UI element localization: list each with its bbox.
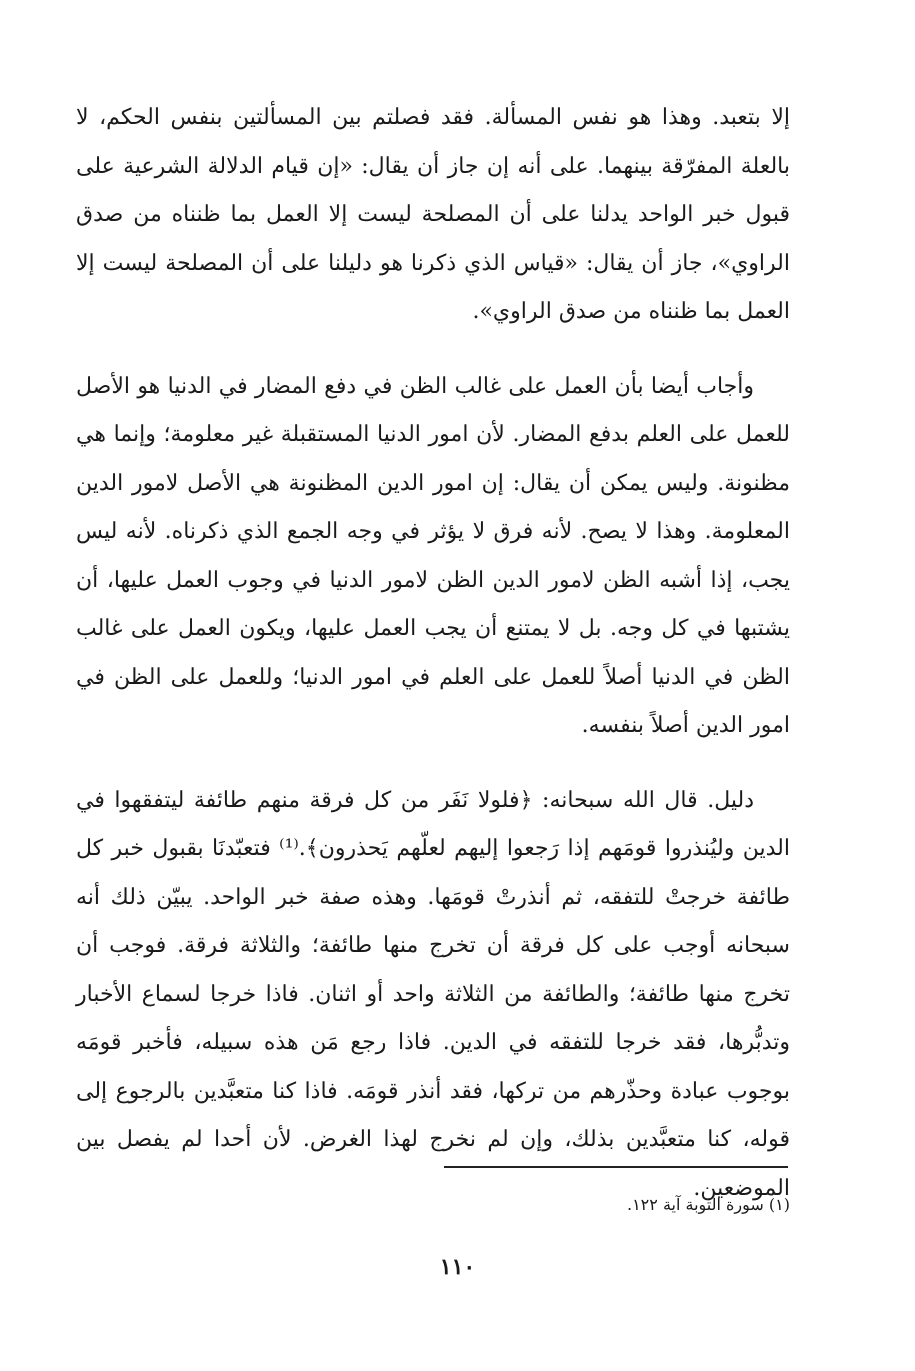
- paragraph-1: إلا بتعبد. وهذا هو نفس المسألة. فقد فصلتم بين المسألتين بنفس الحكم، لا بالعلة المفرّقة بينهما. على أنه إن جاز أن يقال: «إن قيام الدلالة الشرعية على قبول خبر الواحد يدلنا على أن المصلحة ليست إلا العمل بما ظنناه من صدق الراوي»، جاز أن يقال: «قياس الذي ذكرنا هو دليلنا على أن المصلحة ليست إلا العمل بما ظنناه من صدق الراوي».: [76, 105, 790, 324]
- paragraph-gap: [76, 751, 790, 777]
- paragraph-gap: [76, 337, 790, 363]
- paragraph-2: وأجاب أيضا بأن العمل على غالب الظن في دفع المضار في الدنيا هو الأصل للعمل على العلم بدفع المضار. لأن امور الدنيا المستقبلة غير معلومة؛ وإنما هي مظنونة. وليس يمكن أن يقال: إن امور الدين المظنونة هي الأصل لامور الدين المعلومة. وهذا لا يصح. لأنه فرق لا يؤثر في وجه الجمع الذي ذكرناه. لأنه ليس يجب، إذا أشبه الظن لامور الدين الظن لامور الدنيا في وجوب العمل عليها، أن يشتبها في كل وجه. بل لا يمتنع أن يجب العمل عليها، ويكون العمل على غالب الظن في الدنيا أصلاً للعمل على العلم في امور الدنيا؛ وللعمل على الظن في امور الدين أصلاً بنفسه.: [76, 373, 790, 738]
- page-number: ١١٠: [439, 1254, 476, 1280]
- main-text: [76, 94, 790, 1213]
- footnote: (١) سورة التوبة آية ١٢٢.: [626, 1195, 790, 1214]
- footnote-separator: [444, 1166, 788, 1168]
- paragraph-3: دليل. قال الله سبحانه: ﴿فلولا نَفَر من كل فرقة منهم طائفة ليتفقهوا في الدين وليُنذروا قومَهم إذا رَجعوا إليهم لعلّهم يَحذرون﴾.⁽¹⁾ فتعبّدنَا بقبول خبر كل طائفة خرجتْ للتفقه، ثم أنذرتْ قومَها. وهذه صفة خبر الواحد. يبيّن ذلك أنه سبحانه أوجب على كل فرقة أن تخرج منها طائفة؛ والثلاثة فرقة. فوجب أن تخرج منها طائفة؛ والطائفة من الثلاثة واحد أو اثنان. فاذا خرجا لسماع الأخبار وتدبُّرها، فقد خرجا للتفقه في الدين. فاذا رجع مَن هذه سبيله، فأخبر قومَه بوجوب عبادة وحذّرهم من تركها، فقد أنذر قومَه. فاذا كنا متعبَّدين بالرجوع إلى قوله، كنا متعبَّدين بذلك، وإن لم نخرج لهذا الغرض. لأن أحدا لم يفصل بين الموضعين.: [76, 787, 790, 1201]
